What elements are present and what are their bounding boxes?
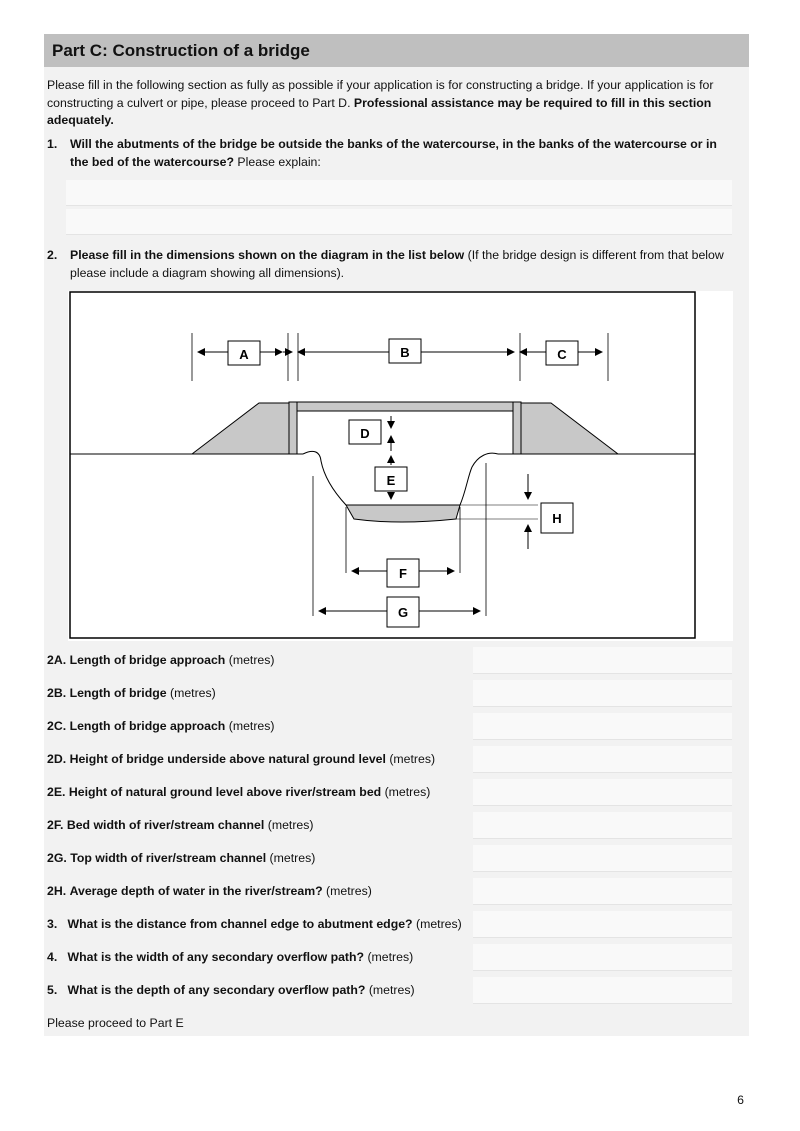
label-d-group [349, 420, 381, 444]
label-e-group [375, 467, 407, 491]
field-label-2c: 2C. Length of bridge approach (metres) [47, 719, 275, 733]
field-input-2b[interactable] [473, 680, 732, 707]
bridge-deck [297, 402, 513, 411]
question-2-normal: (If the bridge design is different from that below please include a diagram showing all dimensions). [70, 248, 724, 280]
label-g: G [397, 605, 409, 620]
question-1-bold: Will the abutments of the bridge be outside the banks of the watercourse, in the banks of the watercourse or in the bed of the watercourse? [70, 137, 717, 169]
label-e: E [386, 473, 396, 488]
field-input-2d[interactable] [473, 746, 732, 773]
water-body [346, 505, 460, 522]
label-f: F [399, 566, 407, 581]
label-g-group [387, 597, 419, 627]
q1-answer-line-2[interactable] [66, 209, 732, 235]
field-label-3: 3. What is the distance from channel edge to abutment edge? (metres) [47, 917, 462, 931]
field-input-3[interactable] [473, 911, 732, 938]
proceed-note: Please proceed to Part E [47, 1016, 184, 1030]
intro-text: Please fill in the following section as fully as possible if your application is for constructing a bridge. If your application is for constructing a culvert or pipe, please proceed to Part D. [47, 78, 714, 110]
question-2 [47, 247, 737, 282]
field-input-2g[interactable] [473, 845, 732, 872]
question-1 [47, 136, 737, 171]
field-input-4[interactable] [473, 944, 732, 971]
field-label-4: 4. What is the width of any secondary overflow path? (metres) [47, 950, 414, 964]
intro-paragraph [47, 77, 737, 130]
field-label-2f: 2F. Bed width of river/stream channel (metres) [47, 818, 314, 832]
label-a: A [239, 347, 249, 362]
bridge-diagram [68, 291, 733, 641]
label-f-group [387, 559, 419, 587]
label-a-group [228, 341, 260, 365]
field-label-2a: 2A. Length of bridge approach (metres) [47, 653, 275, 667]
field-input-2h[interactable] [473, 878, 732, 905]
field-input-2c[interactable] [473, 713, 732, 740]
q1-answer-line-1[interactable] [66, 180, 732, 206]
field-label-2d: 2D. Height of bridge underside above natural ground level (metres) [47, 752, 436, 766]
field-input-5[interactable] [473, 977, 732, 1004]
diagram-border [70, 292, 695, 638]
label-b: B [400, 345, 410, 360]
label-c: C [557, 347, 567, 362]
field-input-2a[interactable] [473, 647, 732, 674]
label-h-group [541, 503, 573, 533]
intro-bold-text: Professional assistance may be required to fill in this section adequately. [47, 95, 712, 127]
field-label-2h: 2H. Average depth of water in the river/stream? (metres) [47, 884, 372, 898]
right-abutment [513, 402, 521, 454]
section-header [44, 34, 749, 67]
left-abutment [289, 402, 297, 454]
question-1-normal: Please explain: [234, 154, 321, 169]
page-number: 6 [737, 1093, 744, 1107]
label-b-group [389, 339, 421, 363]
label-d: D [360, 426, 370, 441]
question-number: 1. [47, 137, 58, 151]
field-input-2f[interactable] [473, 812, 732, 839]
question-2-bold: Please fill in the dimensions shown on the diagram in the list below [70, 248, 465, 262]
bridge-diagram-svg [68, 291, 733, 641]
field-label-2g: 2G. Top width of river/stream channel (metres) [47, 851, 316, 865]
label-c-group [546, 341, 578, 365]
field-label-2b: 2B. Length of bridge (metres) [47, 686, 216, 700]
field-label-2e: 2E. Height of natural ground level above river/stream bed (metres) [47, 785, 431, 799]
question-number: 2. [47, 248, 58, 262]
field-label-5: 5. What is the depth of any secondary overflow path? (metres) [47, 983, 415, 997]
field-input-2e[interactable] [473, 779, 732, 806]
section-title: Part C: Construction of a bridge [52, 41, 310, 60]
label-h: H [552, 511, 562, 526]
